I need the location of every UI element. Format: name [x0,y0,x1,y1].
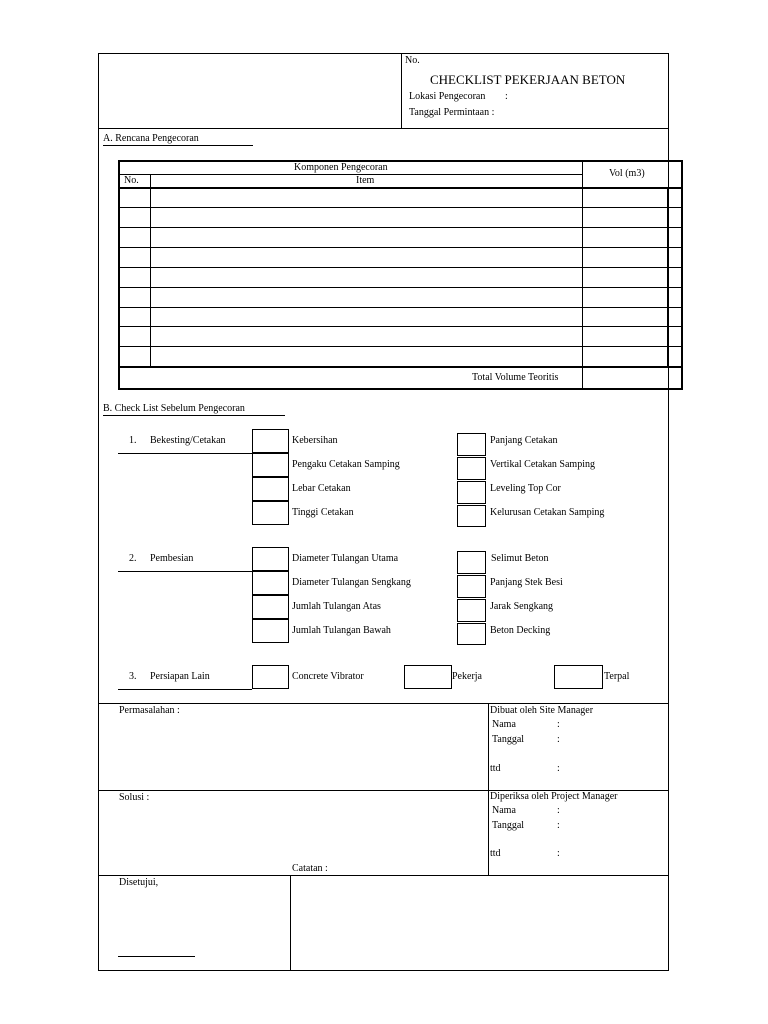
table-row-line [119,346,682,347]
permasalahan-label: Permasalahan : [119,705,180,716]
check-item-label: Jumlah Tulangan Bawah [292,625,391,636]
group2-underline [118,571,252,572]
check-item-label: Terpal [604,671,630,682]
group3-underline [118,689,252,690]
check-item-label: Jumlah Tulangan Atas [292,601,381,612]
lokasi-colon: : [505,91,508,102]
check-item-label: Tinggi Cetakan [292,507,354,518]
check-item-label: Panjang Stek Besi [490,577,563,588]
check-item-label: Diameter Tulangan Sengkang [292,577,411,588]
table-col-no-line [150,175,151,367]
check-item-label: Leveling Top Cor [490,483,561,494]
check-item-label: Beton Decking [490,625,551,636]
table-col-vol-header: Vol (m3) [609,168,645,179]
check-item-label: Vertikal Cetakan Samping [490,459,595,470]
table-row-line [119,307,682,308]
section-b-title: B. Check List Sebelum Pengecoran [103,403,245,414]
checkbox-selimut-beton[interactable] [457,551,486,574]
checkbox-jumlah-tulangan-atas[interactable] [252,595,289,619]
table-group-header: Komponen Pengecoran [294,162,388,173]
group2-label: Pembesian [150,553,194,564]
table-row-line [119,227,682,228]
checkbox-pengaku-cetakan-samping[interactable] [252,453,289,477]
project-manager-title: Diperiksa oleh Project Manager [490,791,618,802]
section-a-title: A. Rencana Pengecoran [103,133,199,144]
solusi-label: Solusi : [119,792,150,803]
table-col-vol-line [582,161,583,389]
project-manager-tanggal-colon: : [557,820,560,831]
checkbox-tinggi-cetakan[interactable] [252,501,289,525]
section-a-underline [103,145,253,146]
site-manager-nama: Nama [492,719,516,730]
disetujui-label: Disetujui, [119,877,159,888]
checkbox-diameter-tulangan-utama[interactable] [252,547,289,571]
check-item-label: Pekerja [452,671,482,682]
site-manager-tanggal: Tanggal [492,734,525,745]
doc-number-label: No. [405,55,420,66]
logo-area [99,54,401,128]
check-item-label: Panjang Cetakan [490,435,558,446]
table-row-line [119,267,682,268]
checkbox-diameter-tulangan-sengkang[interactable] [252,571,289,595]
checkbox-panjang-cetakan[interactable] [457,433,486,456]
table-col-no-header: No. [124,175,139,186]
group3-number: 3. [129,671,137,682]
checkbox-beton-decking[interactable] [457,623,486,645]
table-header-bottom [119,187,682,189]
table-row-line [119,326,682,327]
table-col-item-header: Item [356,175,375,186]
site-manager-tanggal-colon: : [557,734,560,745]
table-total-line [119,366,682,368]
table-row-line [119,287,682,288]
checkbox-terpal[interactable] [554,665,603,689]
group1-label: Bekesting/Cetakan [150,435,226,446]
checkbox-concrete-vibrator[interactable] [252,665,289,689]
checkbox-jumlah-tulangan-bawah[interactable] [252,619,289,643]
total-volume-label: Total Volume Teoritis [472,372,559,383]
checkbox-kebersihan[interactable] [252,429,289,453]
project-manager-nama-colon: : [557,805,560,816]
checkbox-leveling-top-cor[interactable] [457,481,486,504]
section-b-underline [103,415,285,416]
table-row-line [119,247,682,248]
group1-number: 1. [129,435,137,446]
tanggal-permintaan-label: Tanggal Permintaan : [409,107,495,118]
check-item-label: Pengaku Cetakan Samping [292,459,400,470]
footer-bottom-divider [290,875,291,971]
footer-bottom-line [98,875,669,876]
project-manager-ttd: ttd [490,848,501,859]
table-border [118,160,683,390]
site-manager-nama-colon: : [557,719,560,730]
lokasi-label: Lokasi Pengecoran [409,91,486,102]
project-manager-nama: Nama [492,805,516,816]
check-item-label: Kebersihan [292,435,338,446]
project-manager-ttd-colon: : [557,848,560,859]
check-item-label: Lebar Cetakan [292,483,351,494]
checkbox-lebar-cetakan[interactable] [252,477,289,501]
page-title: CHECKLIST PEKERJAAN BETON [430,72,626,87]
footer-top-line [98,703,669,704]
checkbox-panjang-stek-besi[interactable] [457,575,486,598]
check-item-label: Concrete Vibrator [292,671,364,682]
checkbox-kelurusan-cetakan-samping[interactable] [457,505,486,527]
header-divider [401,53,402,129]
header-bottom-line [98,128,669,129]
checkbox-vertikal-cetakan-samping[interactable] [457,457,486,480]
check-item-label: Kelurusan Cetakan Samping [490,507,605,518]
check-item-label: Jarak Sengkang [490,601,554,612]
group2-number: 2. [129,553,137,564]
project-manager-tanggal: Tanggal [492,820,525,831]
site-manager-title: Dibuat oleh Site Manager [490,705,594,716]
table-subheader-line [119,174,582,175]
catatan-label: Catatan : [292,863,328,874]
site-manager-ttd: ttd [490,763,501,774]
check-item-label: Selimut Beton [491,553,549,564]
checkbox-pekerja[interactable] [404,665,452,689]
table-col-end-line [667,188,668,367]
checkbox-jarak-sengkang[interactable] [457,599,486,622]
group1-underline [118,453,252,454]
site-manager-ttd-colon: : [557,763,560,774]
signature-line [118,956,195,957]
table-row-line [119,207,682,208]
group3-label: Persiapan Lain [150,671,210,682]
check-item-label: Diameter Tulangan Utama [292,553,399,564]
